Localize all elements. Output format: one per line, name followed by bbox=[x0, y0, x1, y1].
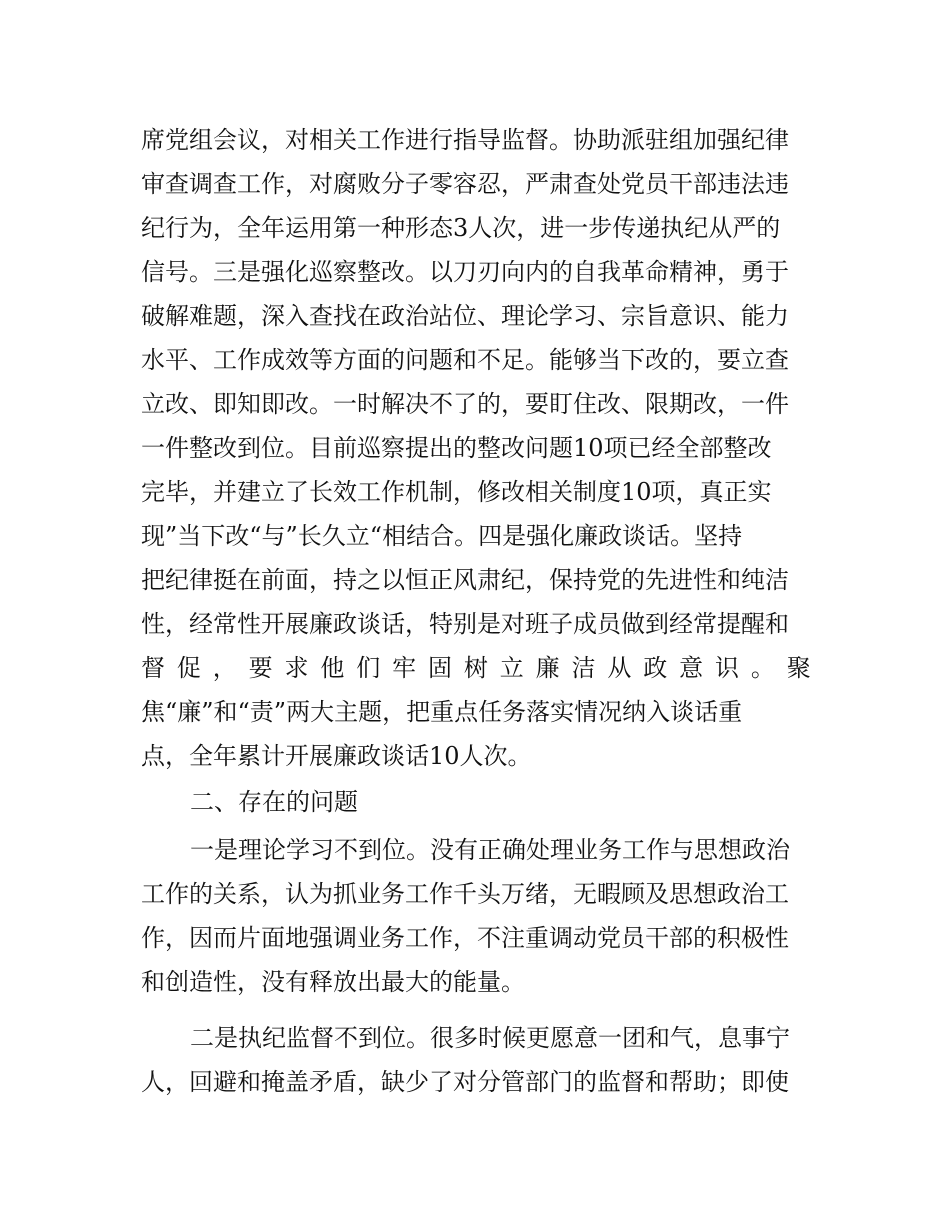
paragraph-1-line-5: 破解难题，深入查找在政治站位、理论学习、宗旨意识、能力 bbox=[141, 302, 789, 330]
paragraph-2-line-2: 工作的关系，认为抓业务工作千头万绪，无暇顾及思想政治工 bbox=[141, 880, 789, 908]
paragraph-1-line-9: 完毕，并建立了长效工作机制，修改相关制度10项，真正实 bbox=[141, 478, 772, 506]
paragraph-1-line-11: 把纪律挺在前面，持之以恒正风肃纪，保持党的先进性和纯洁 bbox=[141, 566, 789, 594]
paragraph-2-line-4: 和创造性，没有释放出最大的能量。 bbox=[141, 968, 525, 996]
paragraph-3-line-1: 二是执纪监督不到位。很多时候更愿意一团和气，息事宁 bbox=[190, 1024, 790, 1052]
paragraph-1-line-2: 审查调查工作，对腐败分子零容忍，严肃查处党员干部违法违 bbox=[141, 170, 789, 198]
paragraph-1-line-14: 焦“廉”和“责”两大主题，把重点任务落实情况纳入谈话重 bbox=[141, 698, 743, 726]
paragraph-1-line-10: 现”当下改“与”长久立“相结合。四是强化廉政谈话。坚持 bbox=[141, 522, 743, 550]
paragraph-1-line-4: 信号。三是强化巡察整改。以刀刃向内的自我革命精神，勇于 bbox=[141, 258, 789, 286]
paragraph-1-line-12: 性，经常性开展廉政谈话，特别是对班子成员做到经常提醒和 bbox=[141, 610, 789, 638]
paragraph-1-line-7: 立改、即知即改。一时解决不了的，要盯住改、限期改，一件 bbox=[141, 390, 789, 418]
paragraph-1-line-3: 纪行为，全年运用第一种形态3人次，进一步传递执纪从严的 bbox=[141, 214, 781, 242]
paragraph-1-line-6: 水平、工作成效等方面的问题和不足。能够当下改的，要立查 bbox=[141, 346, 789, 374]
paragraph-1-line-8: 一件整改到位。目前巡察提出的整改问题10项已经全部整改 bbox=[141, 434, 772, 462]
paragraph-1-line-15: 点，全年累计开展廉政谈话10人次。 bbox=[141, 742, 532, 770]
paragraph-1-line-1: 席党组会议，对相关工作进行指导监督。协助派驻组加强纪律 bbox=[141, 126, 789, 154]
paragraph-1-line-13: 督 促 ， 要 求 他 们 牢 固 树 立 廉 洁 从 政 意 识 。 聚 bbox=[141, 654, 811, 682]
paragraph-3-line-2: 人，回避和掩盖矛盾，缺少了对分管部门的监督和帮助；即使 bbox=[141, 1068, 789, 1096]
paragraph-2-line-1: 一是理论学习不到位。没有正确处理业务工作与思想政治 bbox=[190, 836, 790, 864]
paragraph-2-line-3: 作，因而片面地强调业务工作，不注重调动党员干部的积极性 bbox=[141, 924, 789, 952]
section-heading: 二、存在的问题 bbox=[190, 788, 358, 816]
